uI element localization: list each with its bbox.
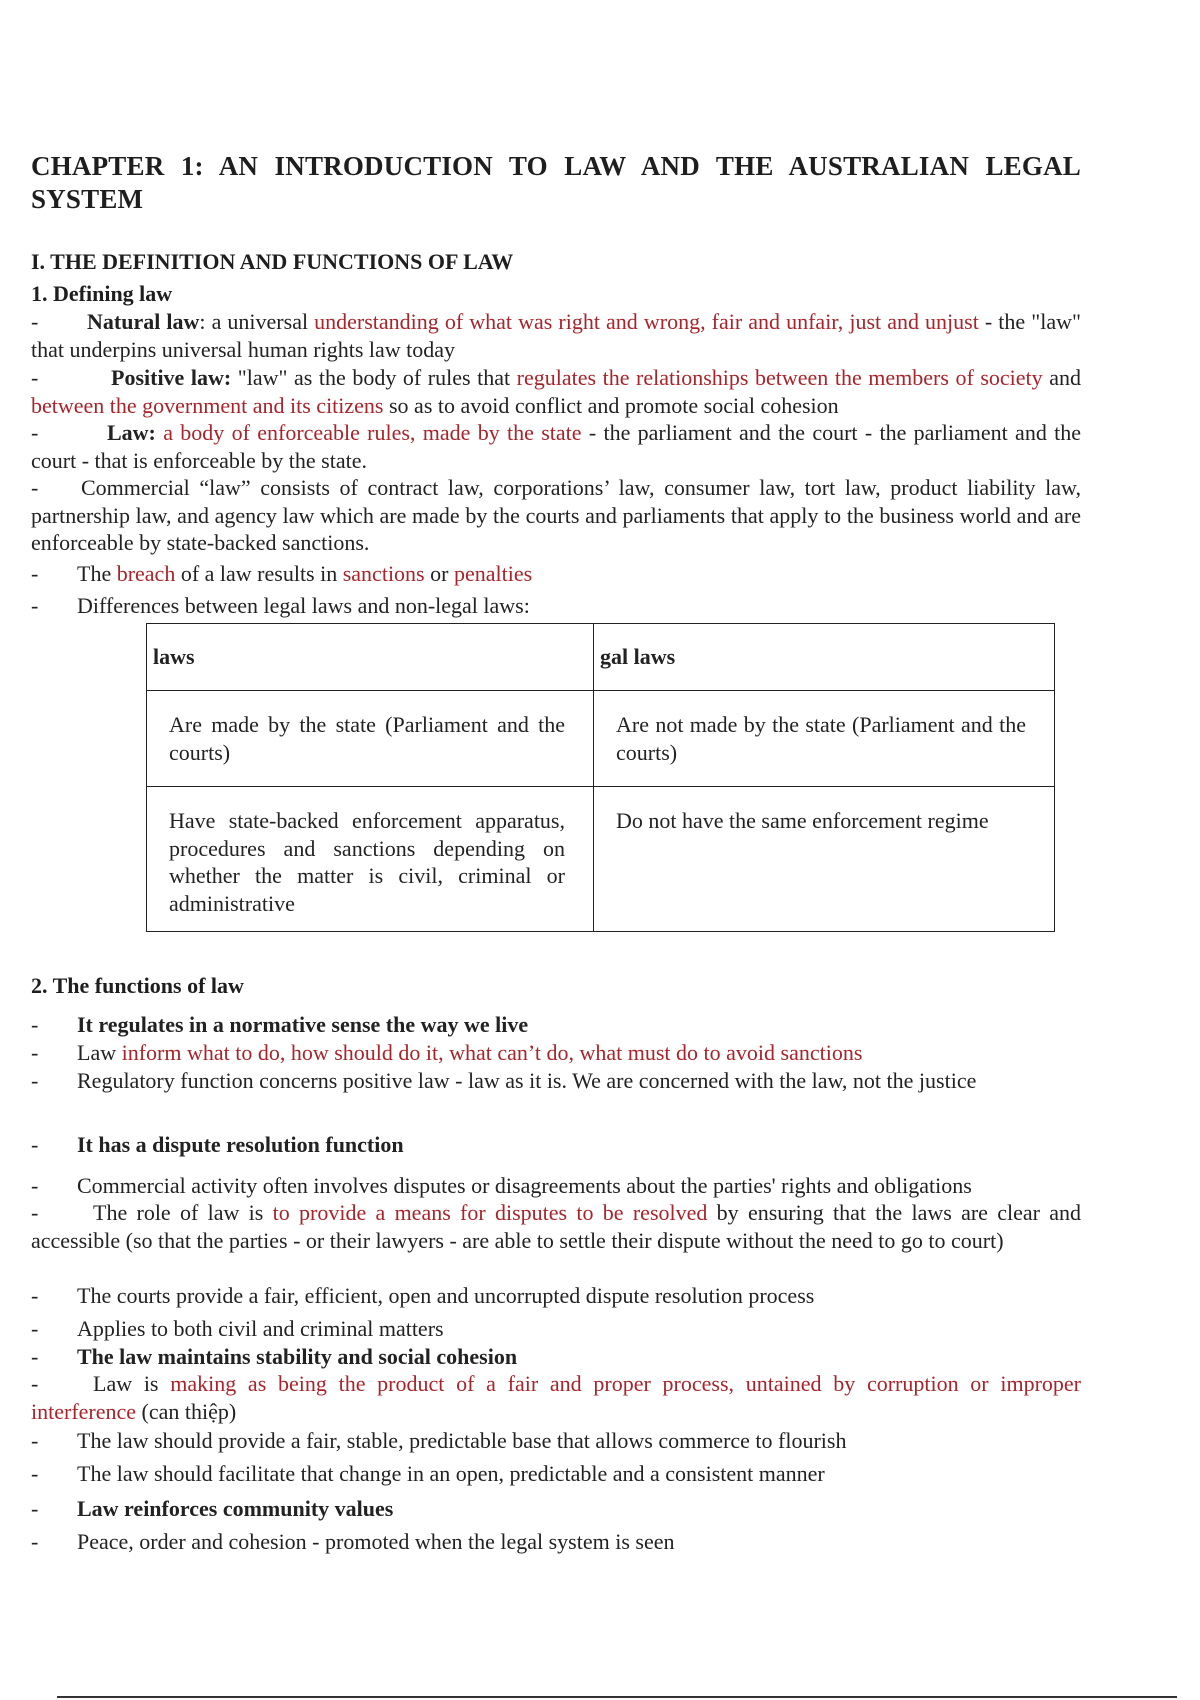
- function-regulates-bullet: - Law inform what to do, how should do it, what can’t do, what must do to avoid sanctions: [31, 1040, 863, 1065]
- bullet-dash: -: [31, 1068, 39, 1093]
- bullet-dash: -: [31, 561, 39, 586]
- table-header-cell: gal laws: [594, 624, 1055, 691]
- bullet-dash: -: [31, 1200, 39, 1225]
- chapter-title: CHAPTER 1: AN INTRODUCTION TO LAW AND THE AUSTRALIAN LEGAL SYSTEM: [31, 151, 1081, 214]
- comparison-table: [146, 623, 1055, 932]
- bullet-dash: -: [31, 1012, 39, 1037]
- table-header-row: [147, 624, 1055, 691]
- function-values-heading: - Law reinforces community values: [31, 1496, 394, 1521]
- function-stability-paragraph: - Law is making as being the product of a fair and proper process, untained by corruption or improper interference (can thiệp): [31, 1371, 1081, 1424]
- function-dispute-bullet: - Commercial activity often involves disputes or disagreements about the parties' rights and obligations: [31, 1173, 972, 1198]
- table-row: [147, 691, 1055, 787]
- positive-law-paragraph: - Positive law: "law" as the body of rules that regulates the relationships between the members of society and between the government and its citizens so as to avoid conflict and promote social cohesion: [31, 365, 1082, 418]
- bullet-dash: -: [31, 1371, 39, 1396]
- bullet-dash: -: [31, 1316, 39, 1341]
- breach-bullet: - The breach of a law results in sanctions or penalties: [31, 561, 533, 586]
- bullet-dash: -: [31, 593, 39, 618]
- function-regulates-bullet: - Regulatory function concerns positive law - law as it is. We are concerned with the law, not the justice: [31, 1068, 977, 1093]
- table-cell: Have state-backed enforcement apparatus, procedures and sanctions depending on whether the matter is civil, criminal or administrative: [147, 787, 594, 932]
- bullet-dash: -: [31, 1283, 39, 1308]
- bullet-dash: -: [31, 309, 39, 334]
- function-stability-heading: - The law maintains stability and social cohesion: [31, 1344, 518, 1369]
- bullet-dash: -: [31, 365, 39, 390]
- commercial-law-paragraph: - Commercial “law” consists of contract law, corporations’ law, consumer law, tort law, product liability law, partnership law, and agency law which are made by the courts and parliaments that apply to the business world and are enforceable by state-backed sanctions.: [31, 475, 1081, 555]
- bullet-dash: -: [31, 1461, 39, 1486]
- function-stability-bullet: - The law should provide a fair, stable, predictable base that allows commerce to flourish: [31, 1428, 847, 1453]
- bullet-dash: -: [31, 475, 39, 500]
- bullet-dash: -: [31, 1496, 39, 1521]
- function-dispute-bullet: - Applies to both civil and criminal matters: [31, 1316, 444, 1341]
- differences-bullet: - Differences between legal laws and non-legal laws:: [31, 593, 530, 618]
- function-regulates-heading: - It regulates in a normative sense the way we live: [31, 1012, 529, 1037]
- footer-divider: [57, 1696, 1177, 1698]
- bullet-dash: -: [31, 1173, 39, 1198]
- natural-law-paragraph: - Natural law: a universal understanding of what was right and wrong, fair and unfair, just and unjust - the "law" that underpins universal human rights law today: [31, 309, 1081, 362]
- function-values-bullet: - Peace, order and cohesion - promoted when the legal system is seen: [31, 1529, 675, 1554]
- bullet-dash: -: [31, 1132, 39, 1157]
- table-row: [147, 787, 1055, 932]
- table-cell: Do not have the same enforcement regime: [594, 787, 1055, 932]
- bullet-dash: -: [31, 1040, 39, 1065]
- function-dispute-paragraph: - The role of law is to provide a means for disputes to be resolved by ensuring that the laws are clear and accessible (so that the parties - or their lawyers - are able to settle their dispute without the need to go to court): [31, 1200, 1082, 1253]
- function-dispute-bullet: - The courts provide a fair, efficient, open and uncorrupted dispute resolution process: [31, 1283, 815, 1308]
- section-heading-definition: I. THE DEFINITION AND FUNCTIONS OF LAW: [31, 249, 514, 274]
- table-header-cell: laws: [147, 624, 594, 691]
- law-definition-paragraph: - Law: a body of enforceable rules, made by the state - the parliament and the court - the parliament and the court - that is enforceable by the state.: [31, 420, 1082, 473]
- subheading-functions-of-law: 2. The functions of law: [31, 973, 244, 998]
- function-stability-bullet: - The law should facilitate that change in an open, predictable and a consistent manner: [31, 1461, 825, 1486]
- table-cell: Are not made by the state (Parliament and the courts): [594, 691, 1055, 787]
- table-cell: Are made by the state (Parliament and the courts): [147, 691, 594, 787]
- function-dispute-heading: - It has a dispute resolution function: [31, 1132, 404, 1157]
- bullet-dash: -: [31, 420, 39, 445]
- bullet-dash: -: [31, 1529, 39, 1554]
- bullet-dash: -: [31, 1344, 39, 1369]
- subheading-defining-law: 1. Defining law: [31, 281, 173, 306]
- bullet-dash: -: [31, 1428, 39, 1453]
